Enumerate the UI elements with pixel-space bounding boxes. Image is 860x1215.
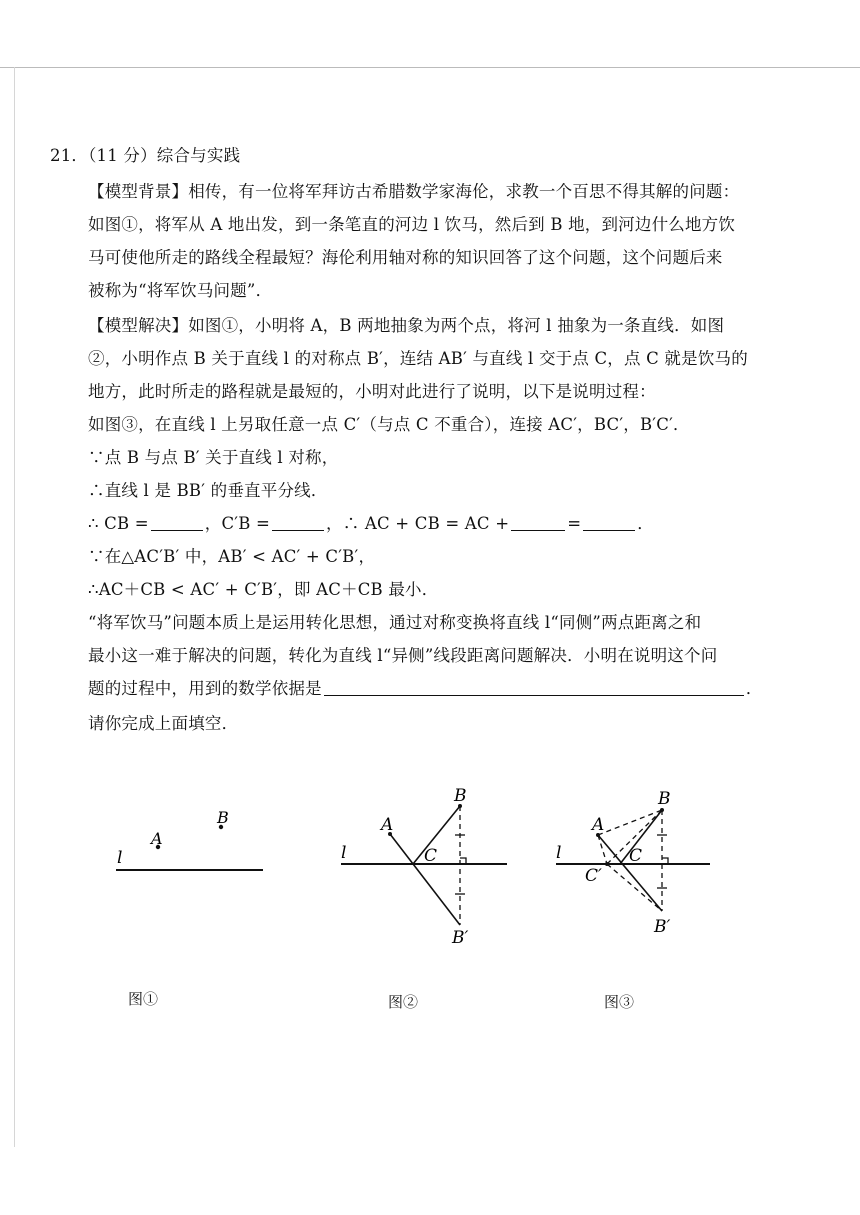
step-line-1: ∵在△AC′B′ 中，AB′ < AC′ + C′B′，	[88, 547, 376, 566]
fill-text-b: ，C′B =	[204, 514, 271, 533]
fig1-label-b: B	[217, 808, 229, 827]
solution-line-1: 【模型解决】如图①，小明将 A，B 两地抽象为两个点，将河 l 抽象为一条直线．如图	[88, 316, 725, 335]
blank-basis[interactable]	[324, 679, 744, 696]
fill-text-e: ．	[637, 514, 654, 533]
fig2-caption: 图②	[388, 993, 419, 1011]
page-top-rule	[0, 67, 860, 68]
background-line-2: 如图①，将军从 A 地出发，到一条笔直的河边 l 饮马，然后到 B 地，到河边什么地方饮	[88, 215, 736, 234]
fig3-point-cp	[605, 862, 609, 866]
fig1-caption: 图①	[128, 990, 159, 1008]
fill-text-c: ，∴ AC + CB = AC +	[326, 514, 510, 533]
basis-suffix: ．	[745, 679, 763, 698]
step-line-2: ∴AC＋CB < AC′ + C′B′，即 AC＋CB 最小．	[88, 580, 439, 599]
solution-line-3: 地方，此时所走的路程就是最短的，小明对此进行了说明，以下是说明过程：	[88, 382, 656, 401]
fig2-label-c: C	[424, 846, 438, 866]
background-line-1: 【模型背景】相传，有一位将军拜访古希腊数学家海伦，求教一个百思不得其解的问题：	[88, 182, 740, 201]
fig1-label-l: l	[117, 848, 123, 868]
basis-prefix: 题的过程中，用到的数学依据是	[88, 679, 322, 698]
figure-2	[333, 780, 513, 950]
fig2-label-b: B	[454, 786, 467, 806]
fill-text-d: =	[567, 514, 582, 533]
question-header: 21．（11 分）综合与实践	[50, 146, 241, 165]
fig3-label-cp: C′	[585, 866, 602, 886]
basis-line	[88, 677, 763, 701]
fig3-label-b: B	[658, 789, 671, 809]
fig3-segment-cp-bp	[607, 864, 662, 911]
background-line-3: 马可使他所走的路线全程最短？海伦利用轴对称的知识回答了这个问题，这个问题后来	[88, 248, 723, 267]
blank-cpb[interactable]	[272, 514, 324, 531]
blank-sum-result[interactable]	[583, 514, 635, 531]
blank-sum-term[interactable]	[511, 514, 565, 531]
page-left-rule	[14, 67, 15, 1147]
fig3-label-c: C	[629, 846, 643, 866]
instruction-line: 请你完成上面填空．	[88, 714, 239, 733]
solution-line-2: ②，小明作点 B 关于直线 l 的对称点 B′，连结 AB′ 与直线 l 交于点 C，点 C 就是饮马的	[88, 349, 748, 368]
essence-line-1: “将军饮马”问题本质上是运用转化思想，通过对称变换将直线 l“同侧”两点距离之和	[88, 613, 702, 632]
fig2-label-bp: B′	[452, 928, 469, 948]
fill-in-line	[88, 512, 654, 536]
solution-line-6: ∴直线 l 是 BB′ 的垂直平分线．	[88, 481, 328, 500]
solution-line-4: 如图③，在直线 l 上另取任意一点 C′（与点 C 不重合），连接 AC′，BC′，B′C′．	[88, 415, 690, 434]
figure-1	[100, 795, 280, 885]
figure-3	[550, 780, 730, 950]
fig3-label-bp: B′	[654, 917, 671, 937]
fig3-label-l: l	[556, 843, 562, 863]
fill-text-a: ∴ CB =	[88, 514, 149, 533]
fig3-caption: 图③	[604, 993, 635, 1011]
solution-line-5: ∵点 B 与点 B′ 关于直线 l 对称，	[88, 448, 339, 467]
blank-cb[interactable]	[151, 514, 203, 531]
background-line-4: 被称为“将军饮马问题”．	[88, 281, 273, 300]
fig1-label-a: A	[151, 829, 163, 848]
fig2-label-a: A	[381, 815, 394, 835]
fig3-label-a: A	[592, 815, 605, 835]
fig2-label-l: l	[341, 843, 347, 863]
essence-line-2: 最小这一难于解决的问题，转化为直线 l“异侧”线段距离问题解决．小明在说明这个问	[88, 646, 718, 665]
